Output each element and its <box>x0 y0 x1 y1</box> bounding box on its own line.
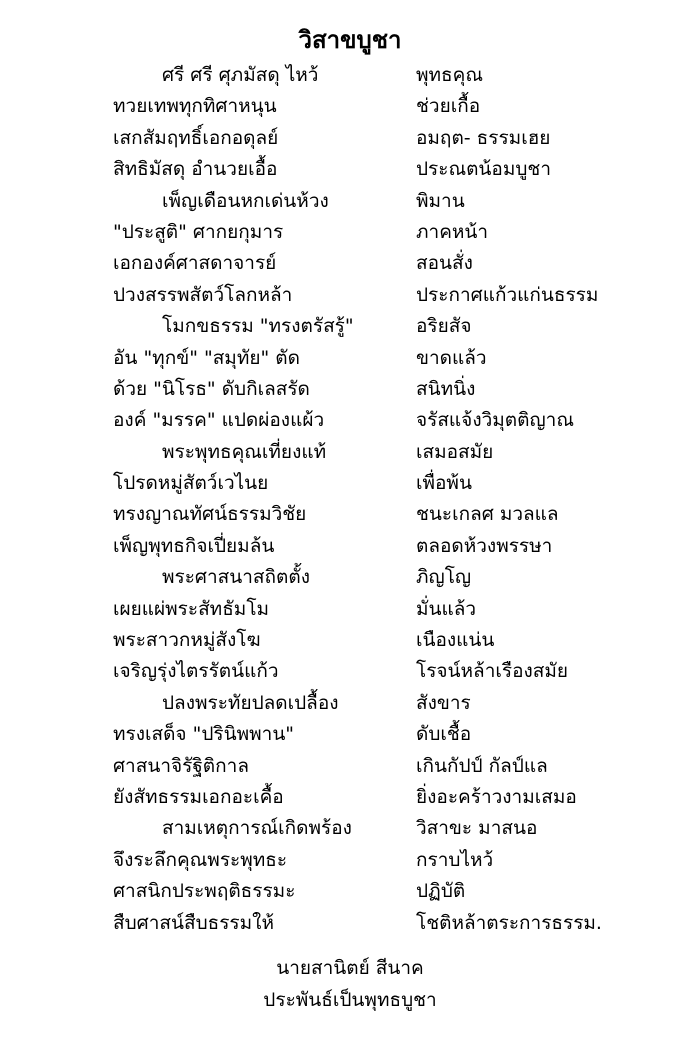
poem-line <box>0 405 700 436</box>
poem-line-first-half: ศาสนิกประพฤติธรรมะ <box>113 880 296 903</box>
poem-line-first-half: "ประสูติ" ศากยกุมาร <box>113 220 284 243</box>
poem-line-first-half: พระพุทธคุณเที่ยงแท้ <box>162 440 327 463</box>
poem-line-second-half: เกินกัปป์ กัลป์แล <box>416 754 548 777</box>
poem-line-second-half: ปฏิบัติ <box>416 880 466 903</box>
poem-line <box>0 751 700 782</box>
poem-line-second-half: ประกาศแก้วแก่นธรรม <box>416 283 599 306</box>
poem-line-second-half: ขาดแล้ว <box>416 346 487 369</box>
poem-line-first-half: เผยแผ่พระสัทธัมโม <box>113 597 270 620</box>
poem-line <box>0 91 700 122</box>
poem-line <box>0 217 700 248</box>
poem-line <box>0 594 700 625</box>
poem-line-first-half: อัน "ทุกข์" "สมุทัย" ตัด <box>113 346 300 369</box>
poem-line <box>0 437 700 468</box>
poem-line-first-half: โมกขธรรม "ทรงตรัสรู้" <box>162 315 354 338</box>
poem-line-second-half: จรัสแจ้งวิมุตติญาณ <box>416 409 574 432</box>
poem-line-first-half: ยังสัทธรรมเอกอะเคื้อ <box>113 785 284 808</box>
poem-line-second-half: โรจน์หล้าเรืองสมัย <box>416 660 569 683</box>
dedication-note: ประพันธ์เป็นพุทธบูชา <box>263 989 437 1011</box>
poem-line <box>0 531 700 562</box>
poem-line-second-half: เพื่อพ้น <box>416 472 472 495</box>
poem-line-first-half: ปวงสรรพสัตว์โลกหล้า <box>113 283 293 306</box>
poem-line-second-half: พุทธคุณ <box>416 64 483 86</box>
poem-line <box>0 374 700 405</box>
poem-line-second-half: ภิญโญ <box>416 566 472 589</box>
poem-line-first-half: ทรงญาณทัศน์ธรรมวิชัย <box>113 503 307 526</box>
poem-line-first-half: ทวยเทพทุกทิศาหนุน <box>113 95 277 118</box>
poem-line-first-half: โปรดหมู่สัตว์เวไนย <box>113 472 269 495</box>
poem-line-first-half: เจริญรุ่งไตรรัตน์แก้ว <box>113 660 279 683</box>
poem-line <box>0 280 700 311</box>
poem-line <box>0 154 700 185</box>
author-name: นายสานิตย์ สีนาค <box>276 957 424 979</box>
poem-line-second-half: พิมาน <box>416 189 465 212</box>
poem-line <box>0 719 700 750</box>
poem-line-second-half: เสมอสมัย <box>416 440 494 463</box>
poem-line <box>0 60 700 91</box>
poem-line-first-half: สามเหตุการณ์เกิดพร้อง <box>162 817 352 840</box>
poem-line-first-half: เสกสัมฤทธิ์เอกอดุลย์ <box>113 126 279 149</box>
poem-line-second-half: สังขาร <box>416 691 471 714</box>
poem-line-first-half: สิทธิมัสดุ อำนวยเอื้อ <box>113 158 278 181</box>
poem-line <box>0 123 700 154</box>
poem-line <box>0 845 700 876</box>
poem-line-second-half: สนิทนิ่ง <box>416 377 476 400</box>
poem-line <box>0 343 700 374</box>
poem-line-second-half: อมฤต- ธรรมเฮย <box>416 126 551 149</box>
poem-line-second-half: โชติหล้าตระการธรรม. <box>416 911 602 934</box>
poem-line-second-half: ยิ่งอะคร้าวงามเสมอ <box>416 785 577 808</box>
poem-line-second-half: ตลอดห้วงพรรษา <box>416 534 553 557</box>
signature-block <box>0 952 700 1016</box>
poem-line-first-half: ปลงพระทัยปลดเปลื้อง <box>162 691 339 714</box>
poem-line-first-half: พระสาวกหมู่สังโฆ <box>113 629 261 652</box>
poem-line-second-half: อริยสัจ <box>416 315 472 338</box>
poem-line <box>0 813 700 844</box>
poem-line-first-half: องค์ "มรรค" แปดผ่องแผ้ว <box>113 409 325 432</box>
poem-line-first-half: จึงระลึกคุณพระพุทธะ <box>113 848 288 871</box>
poem-line-first-half: ด้วย "นิโรธ" ดับกิเลสรัด <box>113 377 310 400</box>
poem-line-second-half: ภาคหน้า <box>416 220 489 243</box>
poem-line <box>0 782 700 813</box>
poem-line-second-half: กราบไหว้ <box>416 848 494 871</box>
poem-line-first-half: ศรี ศรี ศุภมัสดุ ไหว้ <box>162 64 319 86</box>
poem-line-first-half: เอกองค์ศาสดาจารย์ <box>113 252 277 275</box>
poem-line-second-half: ช่วยเกื้อ <box>416 95 481 118</box>
poem-line-first-half: ศาสนาจิรัฐิติกาล <box>113 754 249 777</box>
poem-line-second-half: ดับเชื้อ <box>416 723 472 746</box>
poem-line-second-half: ชนะเกลศ มวลแล <box>416 503 559 526</box>
poem-line <box>0 688 700 719</box>
poem-line <box>0 656 700 687</box>
poem-line-first-half: ทรงเสด็จ "ปรินิพพาน" <box>113 723 295 746</box>
poem-line-second-half: ประณตน้อมบูชา <box>416 158 551 181</box>
poem-line-first-half: เพ็ญเดือนหกเด่นห้วง <box>162 189 329 212</box>
poem-line-first-half: พระศาสนาสถิตตั้ง <box>162 566 310 589</box>
poem-line-first-half: สืบศาสน์สืบธรรมให้ <box>113 911 274 934</box>
poem-line-second-half: สอนสั่ง <box>416 252 473 275</box>
poem-title: วิสาขบูชา <box>298 26 402 54</box>
poem-line <box>0 186 700 217</box>
poem-line <box>0 562 700 593</box>
poem-line <box>0 499 700 530</box>
poem-line-second-half: วิสาขะ มาสนอ <box>416 817 538 840</box>
poem-line-second-half: มั่นแล้ว <box>416 597 477 620</box>
poem-line <box>0 468 700 499</box>
poem-body <box>0 60 700 939</box>
poem-line <box>0 625 700 656</box>
poem-line <box>0 908 700 939</box>
poem-line <box>0 248 700 279</box>
poem-line <box>0 876 700 907</box>
poem-line-second-half: เนืองแน่น <box>416 629 495 652</box>
poem-line-first-half: เพ็ญพุทธกิจเปี่ยมล้น <box>113 534 275 557</box>
poem-line <box>0 311 700 342</box>
